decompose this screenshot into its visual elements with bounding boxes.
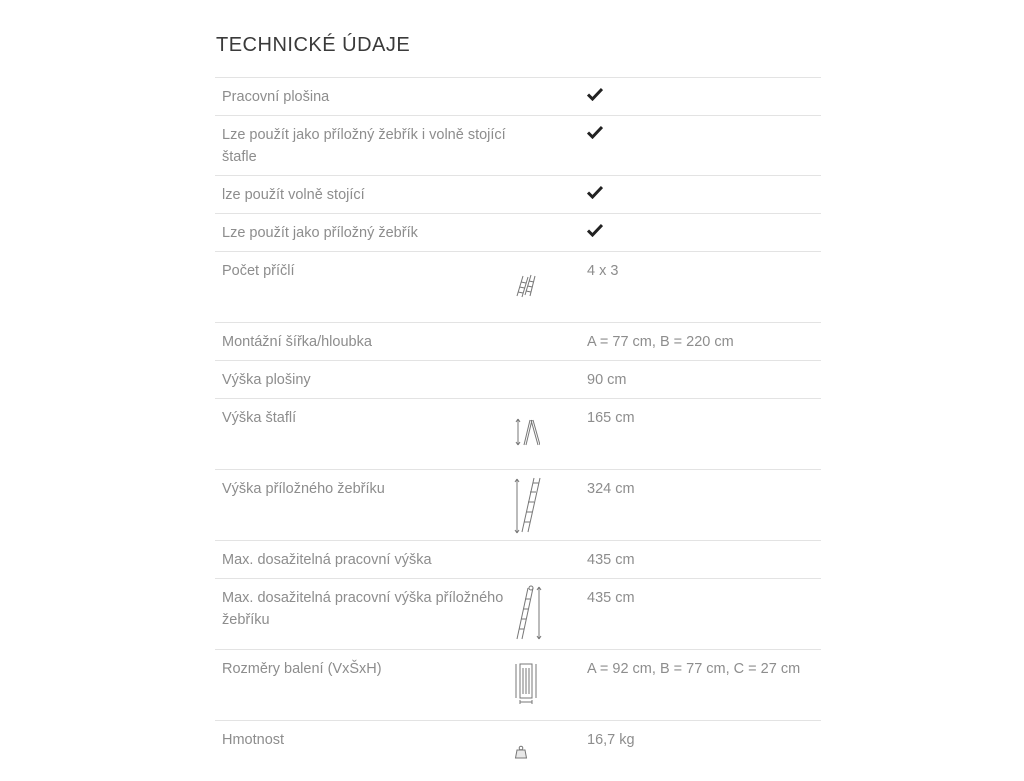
ladder-rungs-icon <box>514 272 536 298</box>
table-row <box>215 252 821 323</box>
row-value: 435 cm <box>580 541 821 579</box>
row-label: Lze použít jako příložný žebřík <box>215 214 508 252</box>
table-row <box>215 579 821 650</box>
spec-table <box>215 77 821 781</box>
table-row <box>215 361 821 399</box>
checkmark-icon <box>587 223 603 237</box>
leaning-ladder-height-icon <box>514 476 542 534</box>
table-row <box>215 116 821 176</box>
row-label: Hmotnost <box>222 732 285 748</box>
row-label: Rozměry balení (VxŠxH) <box>215 650 508 721</box>
table-row <box>215 323 821 361</box>
row-label: Výška štaflí <box>215 399 508 470</box>
working-height-icon <box>514 585 542 641</box>
checkmark-icon <box>587 87 603 101</box>
stepladder-height-icon <box>514 417 540 447</box>
table-row <box>215 176 821 214</box>
table-row <box>215 541 821 579</box>
row-label: lze použít volně stojící <box>215 176 508 214</box>
row-label: Pracovní plošina <box>215 78 508 116</box>
table-row <box>215 721 821 781</box>
section-title: TECHNICKÉ ÚDAJE <box>216 34 411 56</box>
row-value: 324 cm <box>580 470 821 541</box>
row-label: Max. dosažitelná pracovní výška příložného žebříku <box>215 579 508 650</box>
weight-icon <box>514 745 528 759</box>
row-label: Max. dosažitelná pracovní výška <box>215 541 508 579</box>
table-row <box>215 78 821 116</box>
table-row <box>215 470 821 541</box>
row-value: A = 77 cm, B = 220 cm <box>580 323 821 361</box>
row-value: 90 cm <box>580 361 821 399</box>
table-row <box>215 399 821 470</box>
row-label: Počet příčlí <box>215 252 508 323</box>
package-dimensions-icon <box>514 660 540 706</box>
row-value: 16,7 kg <box>587 732 635 748</box>
row-value: 4 x 3 <box>580 252 821 323</box>
table-row <box>215 214 821 252</box>
row-label: Lze použít jako příložný žebřík i volně stojící štafle <box>215 116 508 176</box>
row-value: A = 92 cm, B = 77 cm, C = 27 cm <box>580 650 821 721</box>
checkmark-icon <box>587 125 603 139</box>
row-label: Výška plošiny <box>215 361 508 399</box>
row-value: 435 cm <box>580 579 821 650</box>
row-value: 165 cm <box>580 399 821 470</box>
table-row <box>215 650 821 721</box>
checkmark-icon <box>587 185 603 199</box>
row-label: Montážní šířka/hloubka <box>215 323 508 361</box>
row-label: Výška příložného žebříku <box>215 470 508 541</box>
